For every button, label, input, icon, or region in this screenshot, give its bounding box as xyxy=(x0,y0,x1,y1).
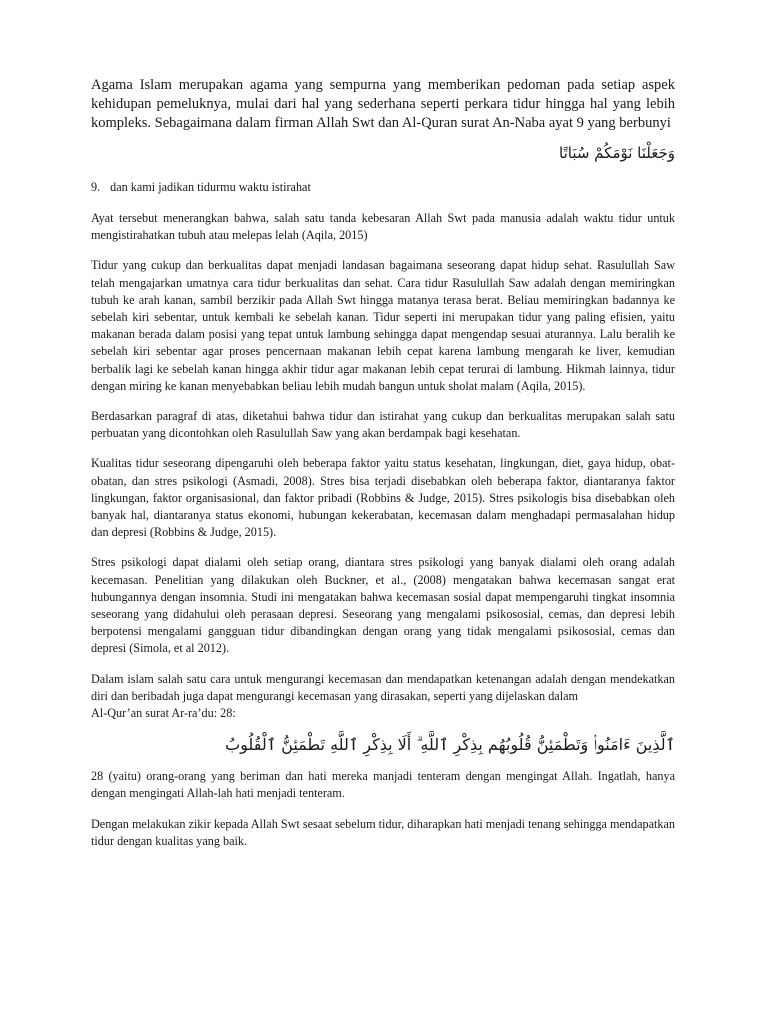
paragraph-8: Dengan melakukan zikir kepada Allah Swt sesaat sebelum tidur, diharapkan hati menjadi tenang sehingga mendapatkan tidur dengan kualitas yang baik. xyxy=(91,816,675,848)
intro-paragraph: Agama Islam merupakan agama yang sempurna yang memberikan pedoman pada setiap aspek kehidupan pemeluknya, mulai dari hal yang sederhana seperti perkara tidur hingga hal yang lebih kompleks. Sebagaimana dalam firman Allah Swt dan Al-Quran surat An-Naba ayat 9 yang berbunyi xyxy=(91,77,675,131)
paragraph-1: Ayat tersebut menerangkan bahwa, salah satu tanda kebesaran Allah Swt pada manusia adalah waktu tidur untuk mengistirahatkan tubuh atau melepas lelah (Aqila, 2015) xyxy=(91,211,675,243)
surah-reference: Al-Qur’an surat Ar-ra’du: 28: xyxy=(91,706,236,721)
document-page xyxy=(91,76,675,863)
verse-translation-text: dan kami jadikan tidurmu waktu istirahat xyxy=(110,180,311,194)
paragraph-3: Berdasarkan paragraf di atas, diketahui bahwa tidur dan istirahat yang cukup dan berkualitas merupakan salah satu perbuatan yang dicontohkan oleh Rasulullah Saw yang akan berdampak bagi kesehatan. xyxy=(91,409,675,441)
paragraph-5: Stres psikologi dapat dialami oleh setiap orang, diantara stres psikologi yang banyak dialami oleh orang adalah kecemasan. Penelitian yang dilakukan oleh Buckner, et al., (2008) mengatakan bahwa kecemasan sangat erat hubungannya dengan insomnia. Studi ini mengatakan bahwa kecemasan sosial dapat mempengaruhi tingkat insomnia seseorang yang didahului oleh perasaan depresi. Seseorang yang mengalami psikososial, cemas, dan depresi lebih berpotensi mengalami gangguan tidur dibandingkan dengan orang yang tidak mengalami psikososial, cemas dan depresi (Simola, et al 2012). xyxy=(91,555,675,656)
paragraph-2: Tidur yang cukup dan berkualitas dapat menjadi landasan bagaimana seseorang dapat hidup sehat. Rasulullah Saw telah mengajarkan umatnya cara tidur berkualitas dan sehat. Cara tidur Rasulullah Saw adalah dengan memiringkan tubuh ke arah kanan, sambil berzikir pada Allah Swt hingga matanya terasa berat. Beliau memiringkan badannya ke sebelah kiri sebentar, untuk kembali ke sebelah kanan. Tidur seperti ini merupakan tidur yang paling efisien, yaitu makanan berada dalam posisi yang tepat untuk lambung sehingga dapat mengendap sesuai aturannya. Lalu beralih ke sebelah kiri sebentar agar proses pencernaan makanan lebih cepat karena lambung mengarah ke liver, kemudian berbalik lagi ke sebelah kanan hingga akhir tidur agar makanan lebih cepat terurai di lambung. Hikmah lainnya, tidur dengan miring ke kanan menyebabkan beliau lebih mudah bangun untuk sholat malam (Aqila, 2015). xyxy=(91,258,675,393)
verse-an-naba-arabic: وَجَعَلْنَا نَوْمَكُمْ سُبَاتًا xyxy=(559,144,675,162)
paragraph-7: 28 (yaitu) orang-orang yang beriman dan hati mereka manjadi tenteram dengan mengingat Allah. Ingatlah, hanya dengan mengingati Allah-lah hati menjadi tenteram. xyxy=(91,769,675,801)
verse-number: 9. xyxy=(91,180,101,194)
paragraph-6: Dalam islam salah satu cara untuk mengurangi kecemasan dan mendapatkan ketenangan adalah dengan mendekatkan diri dan beribadah juga dapat mengurangi kecemasan yang dirasakan, seperti yang dijelaskan dalam xyxy=(91,671,675,703)
verse-an-naba-translation xyxy=(91,179,675,196)
paragraph-4: Kualitas tidur seseorang dipengaruhi oleh beberapa faktor yaitu status kesehatan, lingkungan, diet, gaya hidup, obat-obatan, dan stres psikologi (Asmadi, 2008). Stres bisa terjadi disebabkan oleh beberapa faktor, diantaranya faktor lingkungan, faktor organisasional, dan faktor pribadi (Robbins & Judge, 2015). Stres psikologis bisa disebabkan oleh banyak hal, diantaranya status ekonomi, hubungan kekerabatan, kecemasan dalam menghadapi permasalahan hidup dan depresi (Robbins & Judge, 2015). xyxy=(91,456,675,540)
verse-ar-rad-arabic: ٱلَّذِينَ ءَامَنُوا۟ وَتَطْمَئِنُّ قُلُوبُهُم بِذِكْرِ ٱللَّهِ ۗ أَلَا بِذِكْرِ ٱللَّهِ تَطْمَئِنُّ ٱلْقُلُوبُ xyxy=(225,735,675,755)
